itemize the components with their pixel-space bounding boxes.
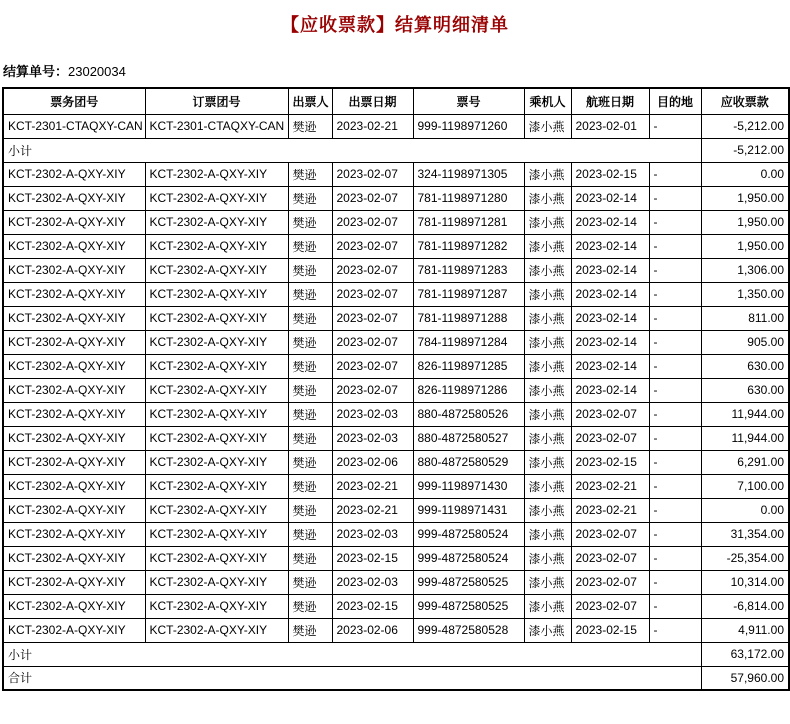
table-row xyxy=(3,594,789,618)
cell-issue_date: 2023-02-06 xyxy=(332,450,413,474)
total-row xyxy=(3,666,789,690)
cell-issue_date: 2023-02-21 xyxy=(332,498,413,522)
cell-booking_group: KCT-2302-A-QXY-XIY xyxy=(145,306,288,330)
cell-ticket_no: 999-4872580524 xyxy=(413,546,524,570)
cell-destination: - xyxy=(649,594,701,618)
cell-flight_date: 2023-02-01 xyxy=(571,114,649,138)
cell-issuer: 樊逊 xyxy=(288,354,332,378)
cell-issue_date: 2023-02-07 xyxy=(332,282,413,306)
cell-flight_date: 2023-02-07 xyxy=(571,546,649,570)
cell-issuer: 樊逊 xyxy=(288,282,332,306)
cell-ticket_no: 999-4872580525 xyxy=(413,570,524,594)
cell-destination: - xyxy=(649,306,701,330)
table-row xyxy=(3,234,789,258)
cell-ticket_no: 781-1198971282 xyxy=(413,234,524,258)
cell-flight_date: 2023-02-14 xyxy=(571,186,649,210)
cell-issuer: 樊逊 xyxy=(288,306,332,330)
header-cell-issuer: 出票人 xyxy=(288,88,332,114)
cell-ticket_no: 826-1198971286 xyxy=(413,378,524,402)
cell-issue_date: 2023-02-07 xyxy=(332,210,413,234)
cell-destination: - xyxy=(649,426,701,450)
cell-issue_date: 2023-02-15 xyxy=(332,546,413,570)
header-cell-ticket_group: 票务团号 xyxy=(3,88,145,114)
cell-destination: - xyxy=(649,162,701,186)
cell-flight_date: 2023-02-14 xyxy=(571,258,649,282)
cell-booking_group: KCT-2302-A-QXY-XIY xyxy=(145,570,288,594)
cell-amount: 0.00 xyxy=(701,498,789,522)
table-row xyxy=(3,522,789,546)
settlement-number-label: 结算单号： xyxy=(3,64,69,79)
cell-amount: 811.00 xyxy=(701,306,789,330)
subtotal-label: 小计 xyxy=(3,642,701,666)
cell-ticket_group: KCT-2302-A-QXY-XIY xyxy=(3,162,145,186)
cell-ticket_group: KCT-2302-A-QXY-XIY xyxy=(3,594,145,618)
cell-passenger: 漆小燕 xyxy=(524,330,571,354)
cell-booking_group: KCT-2302-A-QXY-XIY xyxy=(145,354,288,378)
cell-destination: - xyxy=(649,402,701,426)
cell-ticket_no: 880-4872580527 xyxy=(413,426,524,450)
cell-flight_date: 2023-02-21 xyxy=(571,498,649,522)
cell-issuer: 樊逊 xyxy=(288,186,332,210)
cell-ticket_group: KCT-2302-A-QXY-XIY xyxy=(3,186,145,210)
cell-destination: - xyxy=(649,546,701,570)
cell-destination: - xyxy=(649,474,701,498)
header-cell-passenger: 乘机人 xyxy=(524,88,571,114)
cell-issuer: 樊逊 xyxy=(288,570,332,594)
cell-ticket_group: KCT-2302-A-QXY-XIY xyxy=(3,306,145,330)
cell-ticket_group: KCT-2302-A-QXY-XIY xyxy=(3,258,145,282)
cell-passenger: 漆小燕 xyxy=(524,234,571,258)
cell-ticket_no: 999-4872580524 xyxy=(413,522,524,546)
cell-amount: 905.00 xyxy=(701,330,789,354)
cell-amount: 630.00 xyxy=(701,354,789,378)
cell-ticket_group: KCT-2302-A-QXY-XIY xyxy=(3,234,145,258)
cell-ticket_no: 999-4872580525 xyxy=(413,594,524,618)
table-header-row xyxy=(3,88,789,114)
cell-ticket_group: KCT-2302-A-QXY-XIY xyxy=(3,282,145,306)
cell-ticket_group: KCT-2302-A-QXY-XIY xyxy=(3,618,145,642)
cell-ticket_group: KCT-2302-A-QXY-XIY xyxy=(3,522,145,546)
cell-booking_group: KCT-2302-A-QXY-XIY xyxy=(145,546,288,570)
cell-passenger: 漆小燕 xyxy=(524,402,571,426)
cell-passenger: 漆小燕 xyxy=(524,258,571,282)
cell-amount: 1,950.00 xyxy=(701,210,789,234)
cell-passenger: 漆小燕 xyxy=(524,570,571,594)
cell-issue_date: 2023-02-07 xyxy=(332,354,413,378)
cell-issuer: 樊逊 xyxy=(288,114,332,138)
cell-ticket_group: KCT-2302-A-QXY-XIY xyxy=(3,570,145,594)
cell-flight_date: 2023-02-14 xyxy=(571,282,649,306)
cell-flight_date: 2023-02-07 xyxy=(571,522,649,546)
cell-amount: 630.00 xyxy=(701,378,789,402)
cell-destination: - xyxy=(649,186,701,210)
cell-passenger: 漆小燕 xyxy=(524,162,571,186)
cell-booking_group: KCT-2302-A-QXY-XIY xyxy=(145,498,288,522)
cell-amount: 1,350.00 xyxy=(701,282,789,306)
cell-passenger: 漆小燕 xyxy=(524,426,571,450)
cell-ticket_group: KCT-2302-A-QXY-XIY xyxy=(3,330,145,354)
cell-destination: - xyxy=(649,210,701,234)
cell-passenger: 漆小燕 xyxy=(524,186,571,210)
table-row xyxy=(3,426,789,450)
cell-destination: - xyxy=(649,234,701,258)
cell-flight_date: 2023-02-14 xyxy=(571,354,649,378)
cell-destination: - xyxy=(649,570,701,594)
cell-destination: - xyxy=(649,498,701,522)
cell-ticket_no: 784-1198971284 xyxy=(413,330,524,354)
cell-booking_group: KCT-2302-A-QXY-XIY xyxy=(145,330,288,354)
cell-booking_group: KCT-2302-A-QXY-XIY xyxy=(145,522,288,546)
cell-amount: 1,306.00 xyxy=(701,258,789,282)
cell-ticket_group: KCT-2302-A-QXY-XIY xyxy=(3,354,145,378)
table-body xyxy=(3,114,789,690)
cell-destination: - xyxy=(649,450,701,474)
table-row xyxy=(3,306,789,330)
cell-issue_date: 2023-02-07 xyxy=(332,306,413,330)
cell-passenger: 漆小燕 xyxy=(524,450,571,474)
table-row xyxy=(3,618,789,642)
cell-passenger: 漆小燕 xyxy=(524,378,571,402)
table-row xyxy=(3,570,789,594)
cell-passenger: 漆小燕 xyxy=(524,546,571,570)
cell-flight_date: 2023-02-15 xyxy=(571,450,649,474)
cell-flight_date: 2023-02-14 xyxy=(571,378,649,402)
cell-flight_date: 2023-02-14 xyxy=(571,330,649,354)
cell-ticket_no: 880-4872580526 xyxy=(413,402,524,426)
cell-passenger: 漆小燕 xyxy=(524,306,571,330)
cell-passenger: 漆小燕 xyxy=(524,210,571,234)
cell-issuer: 樊逊 xyxy=(288,210,332,234)
cell-booking_group: KCT-2302-A-QXY-XIY xyxy=(145,162,288,186)
cell-flight_date: 2023-02-15 xyxy=(571,618,649,642)
cell-issuer: 樊逊 xyxy=(288,594,332,618)
page-title: 【应收票款】结算明细清单 xyxy=(281,15,509,35)
cell-issuer: 樊逊 xyxy=(288,546,332,570)
table-row xyxy=(3,162,789,186)
cell-passenger: 漆小燕 xyxy=(524,594,571,618)
cell-ticket_no: 324-1198971305 xyxy=(413,162,524,186)
cell-issue_date: 2023-02-07 xyxy=(332,378,413,402)
table-row xyxy=(3,114,789,138)
cell-issue_date: 2023-02-07 xyxy=(332,186,413,210)
cell-passenger: 漆小燕 xyxy=(524,282,571,306)
cell-ticket_no: 999-1198971260 xyxy=(413,114,524,138)
cell-ticket_group: KCT-2302-A-QXY-XIY xyxy=(3,210,145,234)
cell-ticket_group: KCT-2302-A-QXY-XIY xyxy=(3,474,145,498)
cell-issuer: 樊逊 xyxy=(288,522,332,546)
cell-flight_date: 2023-02-15 xyxy=(571,162,649,186)
table-row xyxy=(3,450,789,474)
cell-issuer: 樊逊 xyxy=(288,402,332,426)
cell-issuer: 樊逊 xyxy=(288,498,332,522)
cell-ticket_group: KCT-2302-A-QXY-XIY xyxy=(3,498,145,522)
cell-destination: - xyxy=(649,618,701,642)
cell-passenger: 漆小燕 xyxy=(524,354,571,378)
subtotal-row xyxy=(3,642,789,666)
table-row xyxy=(3,474,789,498)
cell-destination: - xyxy=(649,330,701,354)
cell-ticket_no: 999-1198971431 xyxy=(413,498,524,522)
cell-ticket_no: 781-1198971280 xyxy=(413,186,524,210)
table-row xyxy=(3,546,789,570)
cell-booking_group: KCT-2302-A-QXY-XIY xyxy=(145,258,288,282)
cell-amount: 1,950.00 xyxy=(701,234,789,258)
header-cell-amount: 应收票款 xyxy=(701,88,789,114)
cell-amount: 6,291.00 xyxy=(701,450,789,474)
cell-issuer: 樊逊 xyxy=(288,450,332,474)
cell-amount: 10,314.00 xyxy=(701,570,789,594)
cell-issue_date: 2023-02-03 xyxy=(332,570,413,594)
cell-issuer: 樊逊 xyxy=(288,474,332,498)
cell-amount: 4,911.00 xyxy=(701,618,789,642)
cell-booking_group: KCT-2302-A-QXY-XIY xyxy=(145,474,288,498)
subtotal-label: 小计 xyxy=(3,138,701,162)
cell-destination: - xyxy=(649,258,701,282)
cell-ticket_no: 781-1198971283 xyxy=(413,258,524,282)
cell-amount: 31,354.00 xyxy=(701,522,789,546)
cell-issue_date: 2023-02-07 xyxy=(332,234,413,258)
cell-ticket_no: 781-1198971287 xyxy=(413,282,524,306)
cell-amount: 1,950.00 xyxy=(701,186,789,210)
settlement-table xyxy=(2,87,790,691)
cell-ticket_group: KCT-2301-CTAQXY-CAN xyxy=(3,114,145,138)
cell-issuer: 樊逊 xyxy=(288,234,332,258)
cell-ticket_group: KCT-2302-A-QXY-XIY xyxy=(3,450,145,474)
cell-booking_group: KCT-2302-A-QXY-XIY xyxy=(145,186,288,210)
header-cell-booking_group: 订票团号 xyxy=(145,88,288,114)
cell-issuer: 樊逊 xyxy=(288,618,332,642)
cell-ticket_no: 781-1198971288 xyxy=(413,306,524,330)
cell-issue_date: 2023-02-03 xyxy=(332,522,413,546)
subtotal-amount: -5,212.00 xyxy=(701,138,789,162)
cell-booking_group: KCT-2302-A-QXY-XIY xyxy=(145,210,288,234)
cell-issue_date: 2023-02-03 xyxy=(332,402,413,426)
table-row xyxy=(3,498,789,522)
cell-ticket_no: 999-1198971430 xyxy=(413,474,524,498)
cell-issue_date: 2023-02-07 xyxy=(332,162,413,186)
header-cell-ticket_no: 票号 xyxy=(413,88,524,114)
cell-flight_date: 2023-02-07 xyxy=(571,570,649,594)
cell-ticket_no: 826-1198971285 xyxy=(413,354,524,378)
table-row xyxy=(3,354,789,378)
cell-amount: -5,212.00 xyxy=(701,114,789,138)
cell-flight_date: 2023-02-14 xyxy=(571,306,649,330)
cell-booking_group: KCT-2302-A-QXY-XIY xyxy=(145,282,288,306)
cell-issue_date: 2023-02-03 xyxy=(332,426,413,450)
cell-issuer: 樊逊 xyxy=(288,258,332,282)
cell-passenger: 漆小燕 xyxy=(524,114,571,138)
table-row xyxy=(3,186,789,210)
cell-flight_date: 2023-02-14 xyxy=(571,234,649,258)
table-row xyxy=(3,378,789,402)
cell-issuer: 樊逊 xyxy=(288,426,332,450)
header-cell-issue_date: 出票日期 xyxy=(332,88,413,114)
cell-issue_date: 2023-02-07 xyxy=(332,330,413,354)
table-row xyxy=(3,402,789,426)
cell-amount: -6,814.00 xyxy=(701,594,789,618)
cell-destination: - xyxy=(649,354,701,378)
cell-issue_date: 2023-02-07 xyxy=(332,258,413,282)
subtotal-amount: 63,172.00 xyxy=(701,642,789,666)
cell-issue_date: 2023-02-21 xyxy=(332,474,413,498)
cell-amount: 0.00 xyxy=(701,162,789,186)
total-label: 合计 xyxy=(3,666,701,690)
table-row xyxy=(3,282,789,306)
cell-issuer: 樊逊 xyxy=(288,378,332,402)
cell-issue_date: 2023-02-15 xyxy=(332,594,413,618)
cell-booking_group: KCT-2302-A-QXY-XIY xyxy=(145,402,288,426)
settlement-number-value: 23020034 xyxy=(68,64,126,79)
header-cell-flight_date: 航班日期 xyxy=(571,88,649,114)
cell-flight_date: 2023-02-07 xyxy=(571,594,649,618)
cell-destination: - xyxy=(649,282,701,306)
table-row xyxy=(3,330,789,354)
cell-ticket_no: 880-4872580529 xyxy=(413,450,524,474)
cell-ticket_group: KCT-2302-A-QXY-XIY xyxy=(3,378,145,402)
cell-issuer: 樊逊 xyxy=(288,330,332,354)
cell-destination: - xyxy=(649,114,701,138)
cell-booking_group: KCT-2302-A-QXY-XIY xyxy=(145,378,288,402)
cell-passenger: 漆小燕 xyxy=(524,498,571,522)
cell-amount: 7,100.00 xyxy=(701,474,789,498)
cell-flight_date: 2023-02-21 xyxy=(571,474,649,498)
cell-amount: -25,354.00 xyxy=(701,546,789,570)
cell-ticket_group: KCT-2302-A-QXY-XIY xyxy=(3,402,145,426)
table-row xyxy=(3,210,789,234)
cell-destination: - xyxy=(649,378,701,402)
total-amount: 57,960.00 xyxy=(701,666,789,690)
cell-amount: 11,944.00 xyxy=(701,426,789,450)
cell-booking_group: KCT-2301-CTAQXY-CAN xyxy=(145,114,288,138)
cell-ticket_group: KCT-2302-A-QXY-XIY xyxy=(3,426,145,450)
cell-passenger: 漆小燕 xyxy=(524,618,571,642)
cell-ticket_no: 781-1198971281 xyxy=(413,210,524,234)
cell-flight_date: 2023-02-07 xyxy=(571,402,649,426)
cell-ticket_no: 999-4872580528 xyxy=(413,618,524,642)
subtotal-row xyxy=(3,138,789,162)
settlement-number-line xyxy=(0,37,790,87)
cell-issue_date: 2023-02-06 xyxy=(332,618,413,642)
cell-flight_date: 2023-02-07 xyxy=(571,426,649,450)
cell-booking_group: KCT-2302-A-QXY-XIY xyxy=(145,234,288,258)
header-cell-destination: 目的地 xyxy=(649,88,701,114)
table-row xyxy=(3,258,789,282)
cell-issuer: 樊逊 xyxy=(288,162,332,186)
cell-amount: 11,944.00 xyxy=(701,402,789,426)
cell-ticket_group: KCT-2302-A-QXY-XIY xyxy=(3,546,145,570)
cell-booking_group: KCT-2302-A-QXY-XIY xyxy=(145,594,288,618)
cell-issue_date: 2023-02-21 xyxy=(332,114,413,138)
cell-booking_group: KCT-2302-A-QXY-XIY xyxy=(145,450,288,474)
cell-passenger: 漆小燕 xyxy=(524,522,571,546)
cell-booking_group: KCT-2302-A-QXY-XIY xyxy=(145,426,288,450)
cell-destination: - xyxy=(649,522,701,546)
cell-booking_group: KCT-2302-A-QXY-XIY xyxy=(145,618,288,642)
cell-flight_date: 2023-02-14 xyxy=(571,210,649,234)
cell-passenger: 漆小燕 xyxy=(524,474,571,498)
